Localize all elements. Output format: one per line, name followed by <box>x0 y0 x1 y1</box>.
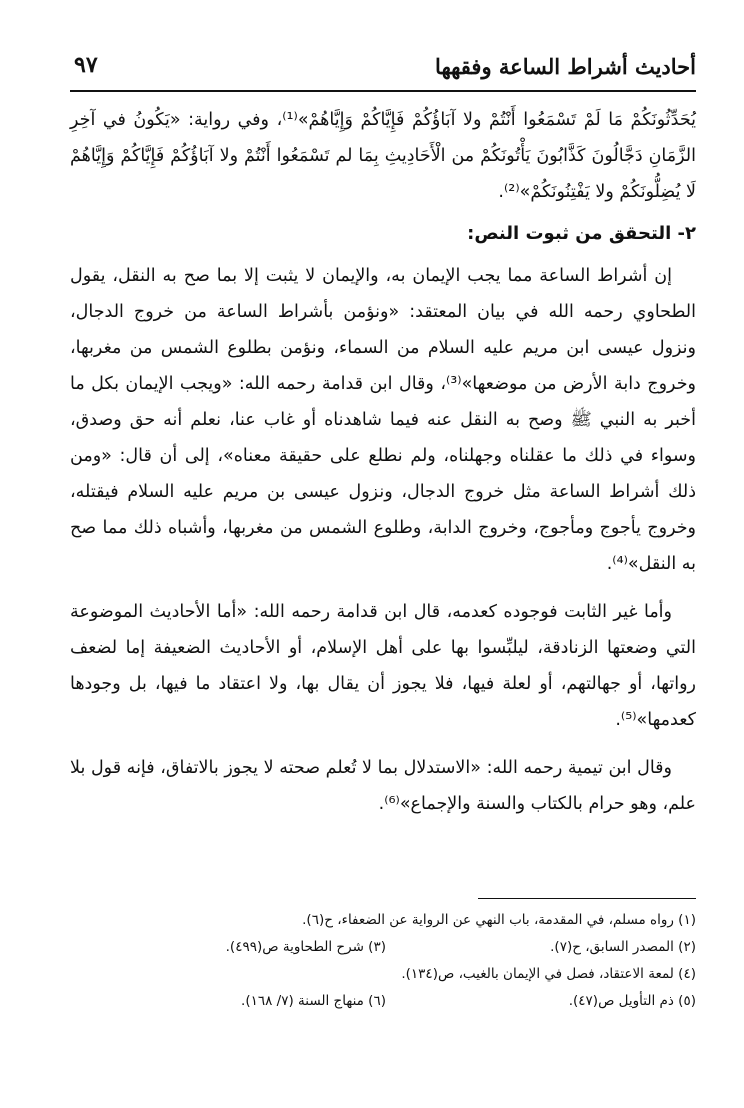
paragraph-hadith-quote: يُحَدِّثُونَكُمْ مَا لَمْ تَسْمَعُوا أَنْتُمْ ولا آبَاؤُكُمْ فَإِيَّاكُمْ وَإِيَّاهُمْ»⁽¹⁾، وفي رواية: «يَكُونُ في آخِرِ الزَّمَانِ دَجَّالُونَ كَذَّابُونَ يَأْتُونَكُمْ من الْأَحَادِيثِ بِمَا لم تَسْمَعُوا أَنْتُمْ ولا آبَاؤُكُمْ فَإِيَّاكُمْ وَإِيَّاهُمْ لَا يُضِلُّونَكُمْ ولا يَفْتِنُونَكُمْ»⁽²⁾. <box>70 110 696 202</box>
footnote-5: (٥) ذم التأويل ص(٤٧). <box>568 993 696 1009</box>
section-heading: ٢- التحقق من ثبوت النص: <box>467 223 696 244</box>
footnote-2: (٢) المصدر السابق، ح(٧). <box>550 939 696 955</box>
page-header <box>70 50 696 92</box>
footnotes <box>70 898 696 1015</box>
footnote-6: (٦) منهاج السنة (٧/ ١٦٨). <box>241 993 386 1009</box>
paragraph-ibn-taymiyya: وقال ابن تيمية رحمه الله: «الاستدلال بما لا تُعلم صحته لا يجوز بالاتفاق، فإنه قول بلا علم، وهو حرام بالكتاب والسنة والإجماع»⁽⁶⁾. <box>70 758 696 814</box>
footnote-row-3 <box>70 961 696 988</box>
footnote-row-1 <box>70 907 696 934</box>
footnote-3: (٣) شرح الطحاوية ص(٤٩٩). <box>225 939 386 955</box>
footnote-1: (١) رواه مسلم، في المقدمة، باب النهي عن الرواية عن الضعفاء، ح(٦). <box>302 912 696 928</box>
page-number: ٩٧ <box>74 52 98 78</box>
paragraph-signs-belief: إن أشراط الساعة مما يجب الإيمان به، والإيمان لا يثبت إلا بما صح به النقل، يقول الطحاوي رحمه الله في بيان المعتقد: «ونؤمن بأشراط الساعة من خروج الدجال، ونزول عيسى ابن مريم عليه السلام من السماء، ونؤمن بطلوع الشمس من مغربها، وخروج دابة الأرض من موضعها»⁽³⁾، وقال ابن قدامة رحمه الله: «ويجب الإيمان بكل ما أخبر به النبي ﷺ وصح به النقل عنه فيما شاهدناه أو غاب عنا، نعلم أنه حق وصدق، وسواء في ذلك ما عقلناه وجهلناه، ولم نطلع على حقيقة معناه»، إلى أن قال: «ومن ذلك أشراط الساعة مثل خروج الدجال، ونزول عيسى بن مريم عليه السلام فيقتله، وخروج يأجوج ومأجوج، وخروج الدابة، وطلوع الشمس من مغربها، وأشباه ذلك مما صح به النقل»⁽⁴⁾. <box>70 266 696 574</box>
footnote-4: (٤) لمعة الاعتقاد، فصل في الإيمان بالغيب، ص(١٣٤). <box>401 966 696 982</box>
running-title: أحاديث أشراط الساعة وفقهها <box>435 54 696 79</box>
page <box>70 50 696 822</box>
paragraph-unverified: وأما غير الثابت فوجوده كعدمه، قال ابن قدامة رحمه الله: «أما الأحاديث الموضوعة التي وضعتها الزنادقة، ليلبِّسوا بها على أهل الإسلام، أو الأحاديث الضعيفة إما لضعف رواتها، أو جهالتهم، أو لعلة فيها، فلا يجوز أن يقال بها، ولا اعتقاد ما فيها، بل وجودها كعدمها»⁽⁵⁾. <box>70 602 696 730</box>
footnote-row-2 <box>70 934 696 961</box>
footnote-divider <box>478 898 696 899</box>
footnote-row-4 <box>70 988 696 1015</box>
